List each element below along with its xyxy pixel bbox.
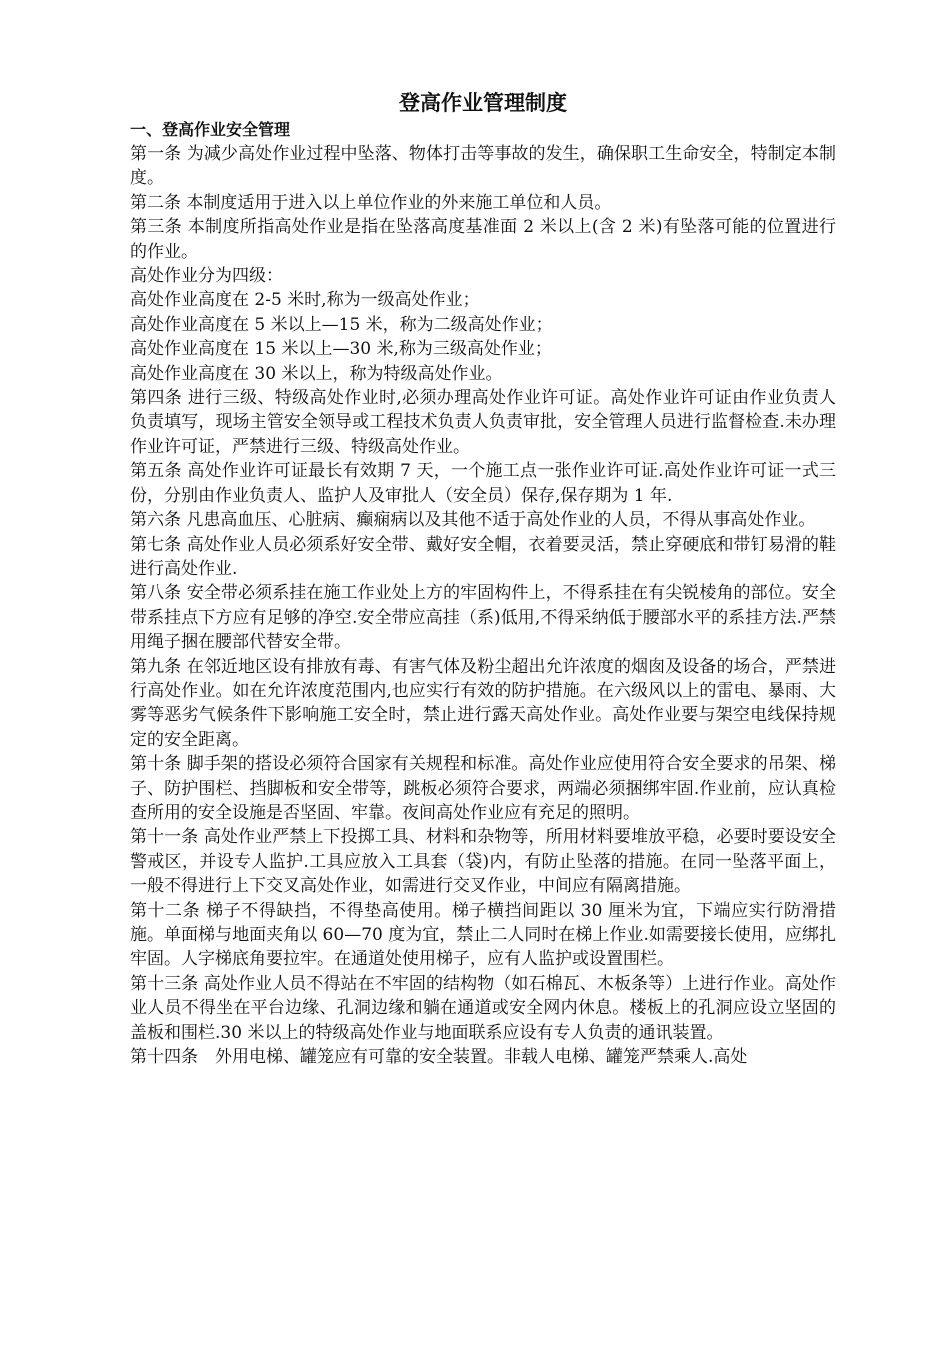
document-title: 登高作业管理制度 — [399, 91, 567, 115]
paragraph-article-11: 第十一条 高处作业严禁上下投掷工具、材料和杂物等，所用材料要堆放平稳，必要时要设安全警戒区，并设专人监护.工具应放入工具套（袋)内，有防止坠落的措施。在同一坠落平面上，一般不得进行上下交叉高处作业，如需进行交叉作业，中间应有隔离措施。 — [130, 827, 836, 897]
paragraph-article-5: 第五条 高处作业许可证最长有效期 7 天，一个施工点一张作业许可证.高处作业许可证一式三份，分别由作业负责人、监护人及审批人（安全员）保存,保存期为 1 年. — [130, 461, 836, 506]
paragraph-article-8: 第八条 安全带必须系挂在施工作业处上方的牢固构件上，不得系挂在有尖锐棱角的部位。安全带系挂点下方应有足够的净空.安全带应高挂（系)低用,不得采纳低于腰部水平的系挂方法.严禁用绳子捆在腰部代替安全带。 — [130, 583, 836, 653]
paragraph-level-3: 高处作业高度在 15 米以上—30 米,称为三级高处作业； — [130, 339, 552, 360]
document-page — [130, 88, 836, 1069]
paragraph-article-6: 第六条 凡患高血压、心脏病、癫痫病以及其他不适于高处作业的人员，不得从事高处作业。 — [130, 510, 816, 531]
section-heading: 一、登高作业安全管理 — [130, 120, 291, 139]
paragraph-level-2: 高处作业高度在 5 米以上—15 米，称为二级高处作业； — [130, 314, 553, 335]
paragraph-article-13: 第十三条 高处作业人员不得站在不牢固的结构物（如石棉瓦、木板条等）上进行作业。高处作业人员不得坐在平台边缘、孔洞边缘和躺在通道或安全网内休息。楼板上的孔洞应设立坚固的盖板和围栏.30 米以上的特级高处作业与地面联系应设有专人负责的通讯装置。 — [130, 973, 836, 1043]
paragraph-article-12: 第十二条 梯子不得缺挡，不得垫高使用。梯子横挡间距以 30 厘米为宜，下端应实行防滑措施。单面梯与地面夹角以 60—70 度为宜，禁止二人同时在梯上作业.如需要接长使用，应绑扎牢固。人字梯底角要拉牢。在通道处使用梯子，应有人监护或设置围栏。 — [130, 900, 836, 970]
paragraph-article-7: 第七条 高处作业人员必须系好安全带、戴好安全帽，衣着要灵活，禁止穿硬底和带钉易滑的鞋进行高处作业. — [130, 534, 836, 579]
paragraph-article-4: 第四条 进行三级、特级高处作业时,必须办理高处作业许可证。高处作业许可证由作业负责人负责填写，现场主管安全领导或工程技术负责人负责审批，安全管理人员进行监督检查.未办理作业许可证，严禁进行三级、特级高处作业。 — [130, 388, 836, 457]
paragraph-level-1: 高处作业高度在 2-5 米时,称为一级高处作业； — [130, 290, 480, 311]
paragraph-level-special: 高处作业高度在 30 米以上，称为特级高处作业。 — [130, 363, 503, 384]
paragraph-article-2: 第二条 本制度适用于进入以上单位作业的外来施工单位和人员。 — [130, 192, 612, 213]
paragraph-article-10: 第十条 脚手架的搭设必须符合国家有关规程和标准。高处作业应使用符合安全要求的吊架、梯子、防护围栏、挡脚板和安全带等，跳板必须符合要求，两端必须捆绑牢固.作业前，应认真检查所用的安全设施是否坚固、牢靠。夜间高处作业应有充足的照明。 — [130, 754, 836, 823]
paragraph-article-9: 第九条 在邻近地区设有排放有毒、有害气体及粉尘超出允许浓度的烟囱及设备的场合，严禁进行高处作业。如在允许浓度范围内,也应实行有效的防护措施。在六级风以上的雷电、暴雨、大雾等恶劣气候条件下影响施工安全时，禁止进行露天高处作业。高处作业要与架空电线保持规定的安全距离。 — [130, 656, 836, 750]
paragraph-article-3: 第三条 本制度所指高处作业是指在坠落高度基准面 2 米以上(含 2 米)有坠落可能的位置进行的作业。 — [130, 217, 836, 262]
paragraph-levels-intro: 高处作业分为四级： — [130, 266, 283, 287]
paragraph-article-14: 第十四条 外用电梯、罐笼应有可靠的安全装置。非载人电梯、罐笼严禁乘人.高处 — [130, 1047, 748, 1068]
document-body — [130, 142, 836, 1069]
paragraph-article-1: 第一条 为减少高处作业过程中坠落、物体打击等事故的发生，确保职工生命安全，特制定本制度。 — [130, 144, 836, 189]
